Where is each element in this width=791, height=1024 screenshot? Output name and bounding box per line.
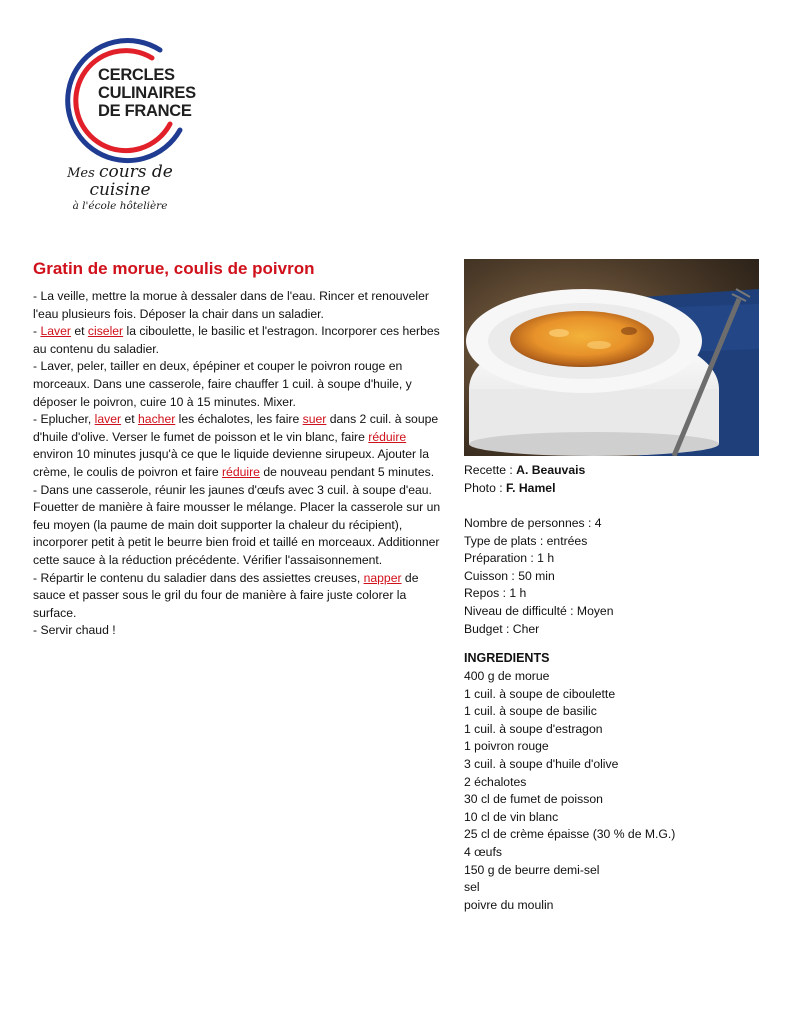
step-text: - Répartir le contenu du saladier dans des assiettes creuses,: [33, 570, 364, 585]
recipe-step: [33, 288, 441, 323]
ingredient-item: poivre du moulin: [464, 897, 554, 912]
meta-dish-type: Type de plats : entrées: [464, 533, 588, 548]
technique-link[interactable]: napper: [363, 570, 402, 585]
recipe-step: [33, 622, 441, 640]
tagline-sub: à l'école hôtelière: [72, 200, 168, 212]
recipe-step: [33, 411, 441, 481]
ingredient-item: 1 poivron rouge: [464, 739, 549, 754]
step-text: - Laver, peler, tailler en deux, épépiner et couper le poivron rouge en morceaux. Dans une casserole, faire chauffer 1 cuil. à soupe d'huile, y déposer le poivron, cuire 10 à 15 minutes. Mixer.: [33, 359, 412, 409]
ingredient-item: 1 cuil. à soupe d'estragon: [464, 721, 603, 736]
credit-recette-value: A. Beauvais: [516, 463, 586, 477]
step-text: de sauce et passer sous le gril du four de manière à faire juste colorer la surface.: [33, 570, 419, 620]
recipe-steps: [33, 288, 441, 640]
logo-line-1: CERCLES: [98, 66, 175, 84]
ingredients-heading: INGREDIENTS: [464, 651, 550, 665]
logo-line-3: DE FRANCE: [98, 102, 192, 120]
brand-logo: [40, 20, 240, 210]
meta-preparation: Préparation : 1 h: [464, 551, 555, 566]
meta-budget: Budget : Cher: [464, 621, 540, 636]
ingredient-item: 30 cl de fumet de poisson: [464, 792, 603, 807]
dish-illustration: [464, 259, 759, 456]
credit-photo: [464, 480, 764, 498]
tagline-main: cours de cuisine: [89, 162, 173, 200]
step-text: la ciboulette, le basilic et l'estragon. Incorporer ces herbes au contenu du saladier.: [33, 324, 440, 356]
logo-wordmark: [98, 66, 248, 120]
ingredient-item: 150 g de beurre demi-sel: [464, 862, 600, 877]
ingredient-item: 3 cuil. à soupe d'huile d'olive: [464, 756, 619, 771]
technique-link[interactable]: réduire: [222, 464, 260, 479]
step-text: de nouveau pendant 5 minutes.: [259, 464, 435, 479]
ingredient-item: sel: [464, 880, 480, 895]
recipe-credits: [464, 462, 764, 497]
recipe-step: [33, 323, 441, 358]
recipe-step: [33, 482, 441, 570]
technique-link[interactable]: réduire: [368, 429, 407, 444]
step-text: et: [121, 412, 139, 427]
recipe-step: [33, 358, 441, 411]
technique-link[interactable]: Laver: [40, 324, 71, 339]
step-text: - La veille, mettre la morue à dessaler dans de l'eau. Rincer et renouveler l'eau plusieurs fois. Déposer la chair dans un saladier.: [33, 289, 429, 321]
ingredient-item: 4 œufs: [464, 844, 502, 859]
credit-recette: [464, 462, 764, 480]
meta-cooking: Cuisson : 50 min: [464, 568, 555, 583]
credit-photo-label: Photo :: [464, 480, 507, 495]
ingredient-item: 400 g de morue: [464, 669, 550, 683]
step-text: dans 2 cuil. à soupe d'huile d'olive. Verser le fumet de poisson et le vin blanc, faire: [33, 412, 439, 444]
technique-link[interactable]: suer: [302, 412, 327, 427]
step-text: et: [70, 324, 88, 339]
ingredient-item: 10 cl de vin blanc: [464, 809, 559, 824]
step-text: environ 10 minutes jusqu'à ce que le liquide devienne sirupeux. Ajouter la crème, le coulis de poivron et faire: [33, 447, 429, 479]
step-text: les échalotes, les faire: [175, 412, 303, 427]
recipe-photo: [464, 259, 759, 456]
technique-link[interactable]: laver: [94, 412, 122, 427]
logo-line-2: CULINAIRES: [98, 84, 196, 102]
ingredient-item: 1 cuil. à soupe de ciboulette: [464, 686, 616, 701]
logo-tagline: [40, 164, 200, 212]
ingredient-item: 25 cl de crème épaisse (30 % de M.G.): [464, 827, 676, 842]
step-text: - Servir chaud !: [33, 623, 116, 638]
ingredient-item: 1 cuil. à soupe de basilic: [464, 704, 597, 719]
tagline-prefix: Mes: [67, 166, 95, 181]
meta-persons: Nombre de personnes : 4: [464, 516, 602, 530]
step-text: - Dans une casserole, réunir les jaunes d'œufs avec 3 cuil. à soupe d'eau. Fouetter de manière à faire mousser le mélange. Placer la casserole sur un feu moyen (la paume de main doit supporter la chaleur du récipient), incorporer petit à petit le beurre bien froid et taillé en morceaux. Additionner cette sauce à la réduction précédente. Vérifier l'assaisonnement.: [33, 482, 441, 567]
recipe-step: [33, 570, 441, 623]
meta-difficulty: Niveau de difficulté : Moyen: [464, 603, 614, 618]
credit-photo-value: F. Hamel: [506, 480, 556, 495]
ingredient-item: 2 échalotes: [464, 774, 527, 789]
ingredients-list: [464, 668, 764, 914]
recipe-meta: [464, 515, 764, 638]
recipe-title: Gratin de morue, coulis de poivron: [33, 259, 315, 278]
technique-link[interactable]: ciseler: [87, 324, 124, 339]
step-text: - Eplucher,: [33, 412, 95, 427]
credit-recette-label: Recette :: [464, 463, 517, 477]
step-text: -: [33, 324, 41, 339]
technique-link[interactable]: hacher: [138, 412, 176, 427]
meta-rest: Repos : 1 h: [464, 586, 527, 601]
